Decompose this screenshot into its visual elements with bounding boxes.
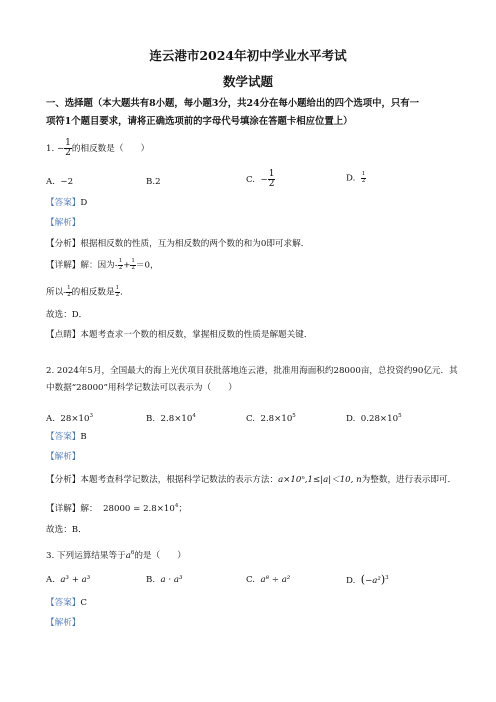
question-2-stem-line2: 中数据“28000”用科学记数法可以表示为（ ） bbox=[46, 383, 237, 393]
question-3-analysis-tag: 【解析】 bbox=[46, 618, 81, 628]
question-2-gu-xuan: 故选：B． bbox=[46, 525, 87, 535]
question-3-answer: 【答案】C bbox=[46, 598, 87, 608]
question-1-option-b: B.2 bbox=[146, 177, 161, 187]
question-2-stem-line1: 2. 2024年5月，全国最大的海上光伏项目获批落地连云港，批准用海面积约28000亩，总投资约90亿元．其 bbox=[46, 366, 458, 376]
question-3-option-c: C. a⁸ ÷ a² bbox=[246, 575, 291, 585]
question-2-option-b: B. $2.8\times 10^4$ bbox=[146, 413, 196, 424]
question-3-option-d: D. $(-a^2)^3$ bbox=[346, 572, 389, 586]
question-1-option-d: D. $\frac{1}{2}$ bbox=[346, 171, 366, 184]
question-3-option-a: A. a³ + a³ bbox=[46, 575, 91, 585]
question-1-stem bbox=[46, 139, 149, 158]
question-2-option-d: D. $0.28\times 10^5$ bbox=[346, 413, 402, 424]
question-1-suoyi: 所以- $\frac{1}{2}$ 的相反数是 $\frac{1}{2}$ ． bbox=[46, 285, 129, 298]
question-1-analysis-tag: 【解析】 bbox=[46, 218, 81, 228]
question-2-option-c: C. $2.8\times 10^5$ bbox=[246, 413, 296, 424]
question-2-analysis-tag: 【解析】 bbox=[46, 452, 81, 462]
question-1-number: 1. bbox=[46, 144, 55, 154]
question-2-xiangjie: 【详解】解： $28000 = 2.8\times 10^4$； bbox=[46, 503, 187, 514]
section-heading-line1: 一、选择题（本大题共有8小题，每小题3分，共24分在每小题给出的四个选项中，只有一 bbox=[46, 98, 419, 109]
question-1-option-c: C. − $\frac{1}{2}$ bbox=[246, 169, 275, 189]
question-3-option-b: B. a · a³ bbox=[146, 575, 183, 585]
question-2-answer: 【答案】B bbox=[46, 432, 87, 442]
question-1-gu-xuan: 故选：D． bbox=[46, 310, 88, 320]
question-1-fenxi: 【分析】根据相反数的性质，互为相反数的两个数的和为0即可求解． bbox=[46, 239, 310, 249]
question-1-fraction: $\frac{1}{2}$ bbox=[65, 138, 71, 158]
exam-title: 连云港市2024年初中学业水平考试 bbox=[149, 48, 347, 63]
question-1-stem-text: 的相反数是（ ） bbox=[71, 144, 150, 154]
question-1-frac-sign: − bbox=[56, 144, 65, 154]
question-2-option-a: A. $28\times 10^3$ bbox=[46, 413, 93, 424]
question-1-dianjing: 【点睛】本题考查求一个数的相反数，掌握相反数的性质是解题关键． bbox=[46, 330, 313, 340]
question-1-xiangjie: 【详解】解：因为- $\frac{1}{2}$ + $\frac{1}{2}$ ＝0， bbox=[46, 258, 159, 271]
exam-subtitle: 数学试题 bbox=[222, 74, 273, 89]
question-3-stem: 3. 下列运算结果等于$a^6$的是（ ） bbox=[46, 550, 186, 561]
question-2-fenxi: 【分析】本题考查科学记数法，根据科学记数法的表示方法：a×10ⁿ,1≤|a|＜10, n为整数，进行表示即可． bbox=[46, 475, 457, 485]
question-1-answer: 【答案】D bbox=[46, 198, 88, 208]
section-heading-line2: 项符1个题目要求，请将正确选项前的字母代号填涂在答题卡相应位置上） bbox=[46, 116, 353, 127]
question-1-option-a: A. −2 bbox=[46, 177, 74, 187]
